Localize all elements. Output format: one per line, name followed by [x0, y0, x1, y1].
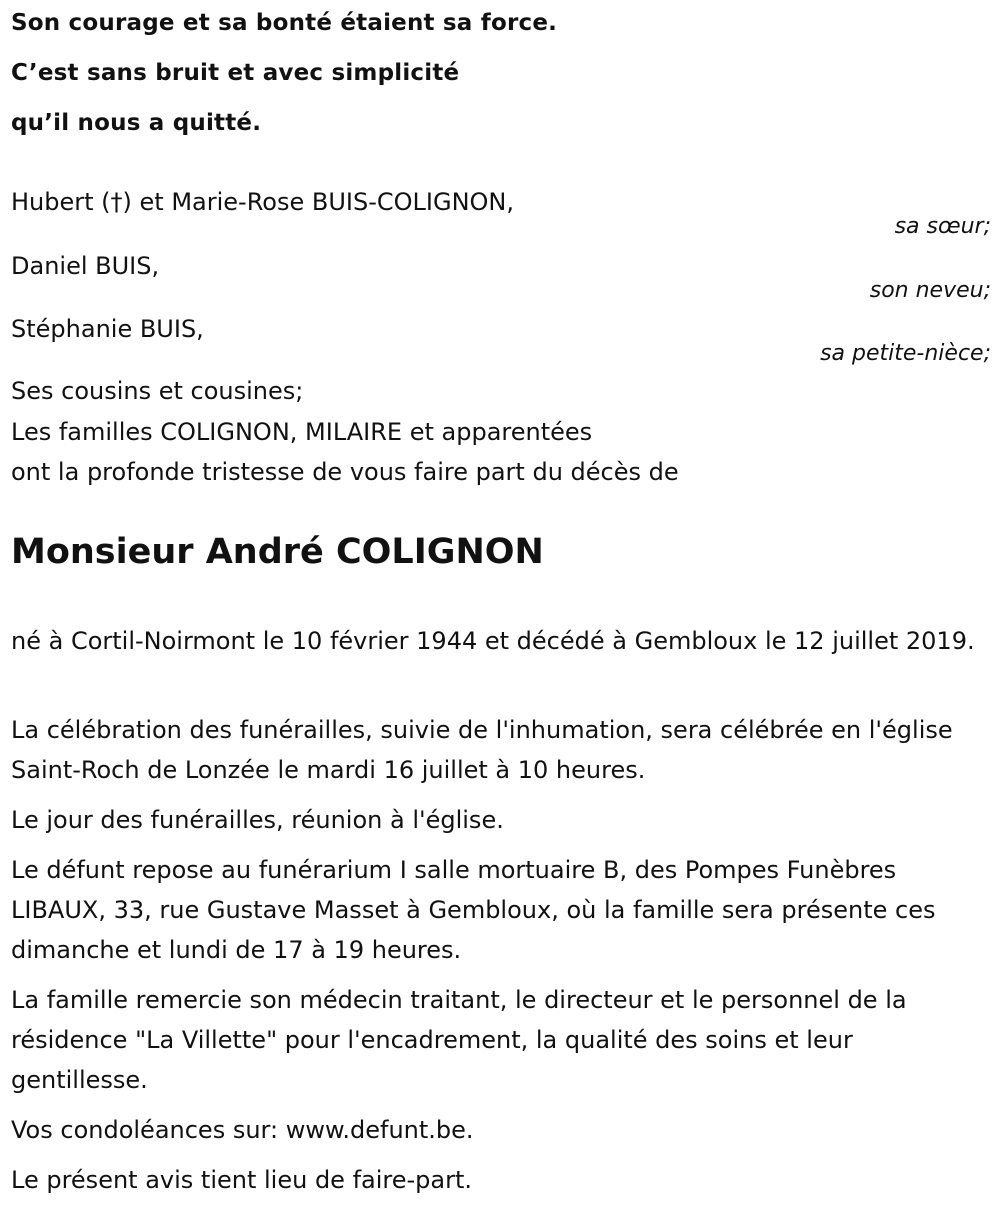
- birth-death-paragraph: né à Cortil-Noirmont le 10 février 1944 et décédé à Gembloux le 12 juillet 2019.: [11, 627, 975, 655]
- condolences-paragraph: Vos condoléances sur: www.defunt.be.: [11, 1116, 474, 1144]
- families-line: Les familles COLIGNON, MILAIRE et apparentées: [11, 418, 593, 446]
- family-member-1-name: Hubert (†) et Marie-Rose BUIS-COLIGNON,: [11, 188, 515, 216]
- family-member-3-name: Stéphanie BUIS,: [11, 315, 204, 343]
- funeral-home-paragraph: Le défunt repose au funérarium I salle mortuaire B, des Pompes Funèbres LIBAUX, 33, rue Gustave Masset à Gembloux, où la famille sera présente ces dimanche et lundi de 17 à 19 heures.: [11, 856, 936, 964]
- cousins-line: Ses cousins et cousines;: [11, 377, 304, 405]
- notice-paragraph: Le présent avis tient lieu de faire-part.: [11, 1166, 473, 1194]
- family-member-2-relation: son neveu;: [869, 278, 991, 303]
- deceased-name: Monsieur André COLIGNON: [11, 532, 544, 572]
- ceremony-paragraph: La célébration des funérailles, suivie de l'inhumation, sera célébrée en l'église Saint-Roch de Lonzée le mardi 16 juillet à 10 heures.: [11, 716, 953, 784]
- meeting-paragraph: Le jour des funérailles, réunion à l'église.: [11, 806, 504, 834]
- quote-line-2: C’est sans bruit et avec simplicité: [11, 60, 460, 86]
- thanks-paragraph: La famille remercie son médecin traitant, le directeur et le personnel de la résidence "La Villette" pour l'encadrement, la qualité des soins et leur gentillesse.: [11, 986, 907, 1094]
- quote-line-1: Son courage et sa bonté étaient sa force.: [11, 10, 558, 36]
- quote-line-3: qu’il nous a quitté.: [11, 110, 262, 136]
- family-member-1-relation: sa sœur;: [894, 214, 991, 239]
- family-member-2-name: Daniel BUIS,: [11, 252, 160, 280]
- announcement-intro: ont la profonde tristesse de vous faire part du décès de: [11, 458, 679, 486]
- family-member-3-relation: sa petite-nièce;: [820, 341, 991, 366]
